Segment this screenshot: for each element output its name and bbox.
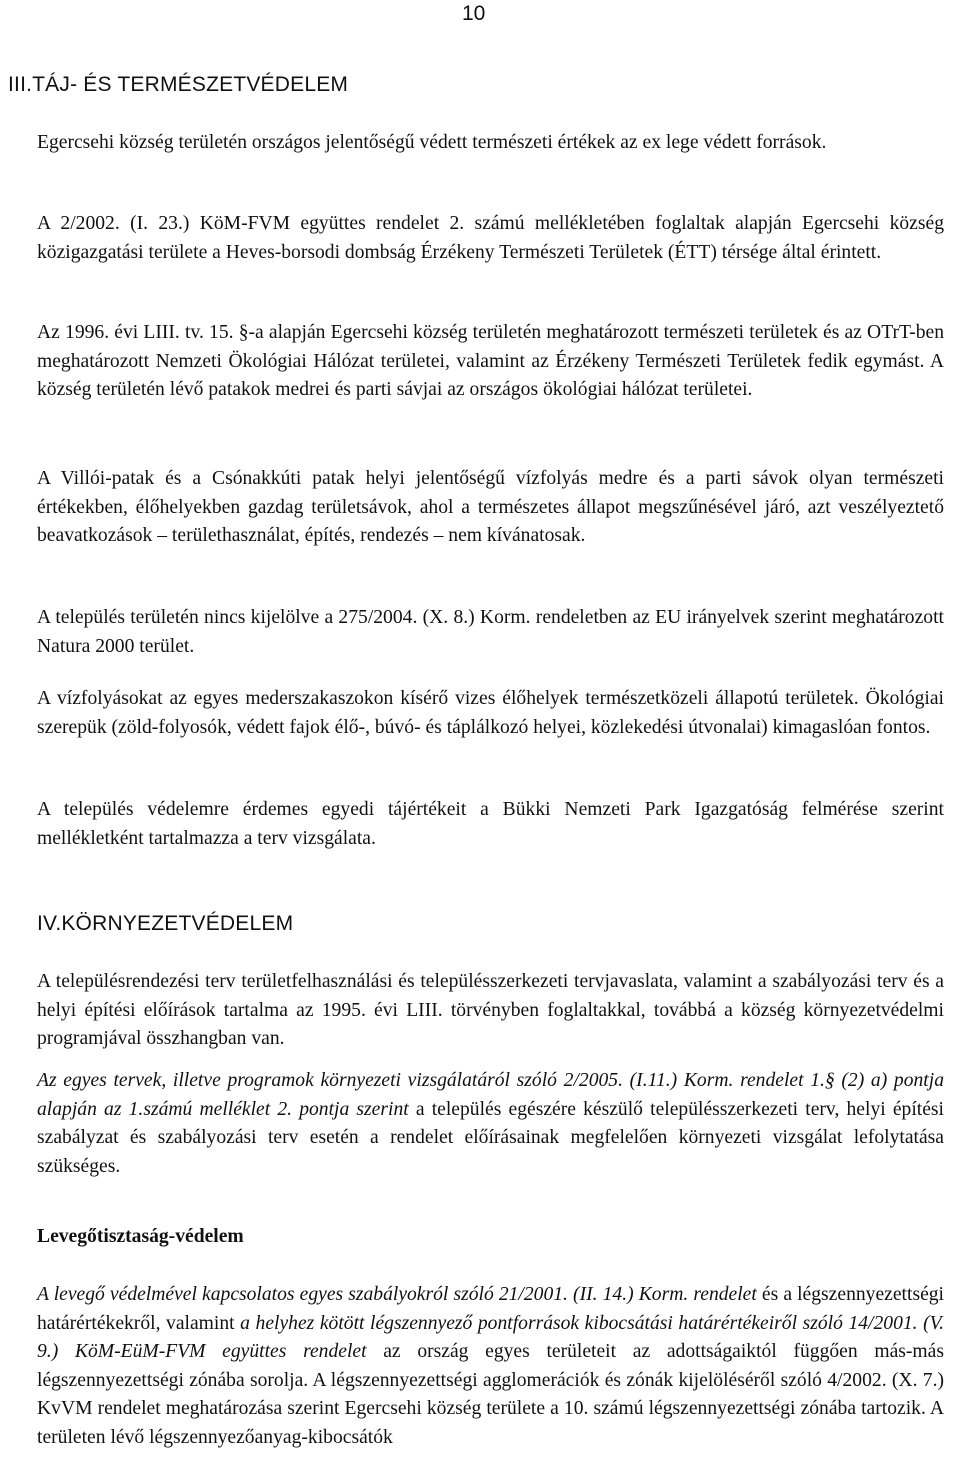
- section-heading-iv: IV.KÖRNYEZETVÉDELEM: [37, 912, 294, 935]
- paragraph: A Villói-patak és a Csónakkúti patak helyi jelentőségű vízfolyás medre és a parti sávok olyan természeti értékekben, élőhelyekben gazdag területsávok, ahol a természetes állapot megszűnésével járó, azt veszélyeztető beavatkozások – területhasználat, építés, rendezés – nem kívánatosak.: [37, 468, 944, 547]
- paragraph: [37, 1281, 944, 1453]
- page-number: 10: [462, 2, 486, 25]
- paragraph: Egercsehi község területén országos jelentőségű védett természeti értékek az ex lege védett források.: [37, 132, 827, 153]
- regulation-citation: a helyhez kötött légszennyező pontforrások kibocsátási határértékeiről szóló 14/2001. (V. 9.) KöM-EüM-FVM együttes rendelet: [37, 1312, 944, 1363]
- paragraph-text: a település egészére készülő településszerkezeti terv, helyi építési szabályzat és szabályozási terv esetén a rendelet előírásainak megfelelően környezeti vizsgálat lefolytatása szükséges.: [37, 1098, 944, 1177]
- paragraph-text: az ország egyes területeit az adottságaiktól függően más-más légszennyezettségi zónába sorolja. A légszennyezettségi agglomerációk és zónák kijelöléséről szóló 4/2002. (X. 7.) KvVM rendelet meghatározása szerint Egercsehi község területe a 10. számú légszennyezettségi zónába tartozik. A területen lévő légszennyezőanyag-kibocsátók: [37, 1341, 944, 1448]
- paragraph-text: és a légszennyezettségi határértékekről, valamint: [37, 1284, 945, 1334]
- paragraph: [37, 1067, 944, 1181]
- regulation-citation: Az egyes tervek, illetve programok környezeti vizsgálatáról szóló 2/2005. (I.11.) Korm. rendelet 1.§ (2) a) pontja alapján az 1.számú melléklet 2. pontja szerint: [37, 1070, 944, 1120]
- paragraph: A vízfolyásokat az egyes mederszakaszokon kísérő vizes élőhelyek természetközeli állapotú területek. Ökológiai szerepük (zöld-folyosók, védett fajok élő-, búvó- és táplálkozó helyei, közlekedési útvonalai) kimagaslóan fontos.: [37, 688, 944, 738]
- subsection-heading: Levegőtisztaság-védelem: [37, 1226, 244, 1247]
- section-heading-iii: III.TÁJ- ÉS TERMÉSZETVÉDELEM: [8, 73, 349, 96]
- regulation-citation: A levegő védelmével kapcsolatos egyes szabályokról szóló 21/2001. (II. 14.) Korm. rendelet: [37, 1284, 757, 1305]
- paragraph: Az 1996. évi LIII. tv. 15. §-a alapján Egercsehi község területén meghatározott természeti területek és az OTrT-ben meghatározott Nemzeti Ökológiai Hálózat területei, valamint az Érzékeny Természeti Területek fedik egymást. A község területén lévő patakok medrei és parti sávjai az országos ökológiai hálózat területei.: [37, 322, 944, 401]
- paragraph: A 2/2002. (I. 23.) KöM-FVM együttes rendelet 2. számú mellékletében foglaltak alapján Egercsehi község közigazgatási területe a Heves-borsodi dombság Érzékeny Természeti Területek (ÉTT) térsége által érintett.: [37, 213, 944, 263]
- paragraph: A településrendezési terv területfelhasználási és településszerkezeti tervjavaslata, valamint a szabályozási terv és a helyi építési előírások tartalma az 1995. évi LIII. törvényben foglaltakkal, továbbá a község környezetvédelmi programjával összhangban van.: [37, 971, 944, 1050]
- paragraph: A település védelemre érdemes egyedi tájértékeit a Bükki Nemzeti Park Igazgatóság felmérése szerint mellékletként tartalmazza a terv vizsgálata.: [37, 799, 944, 849]
- paragraph: A település területén nincs kijelölve a 275/2004. (X. 8.) Korm. rendeletben az EU irányelvek szerint meghatározott Natura 2000 terület.: [37, 607, 944, 657]
